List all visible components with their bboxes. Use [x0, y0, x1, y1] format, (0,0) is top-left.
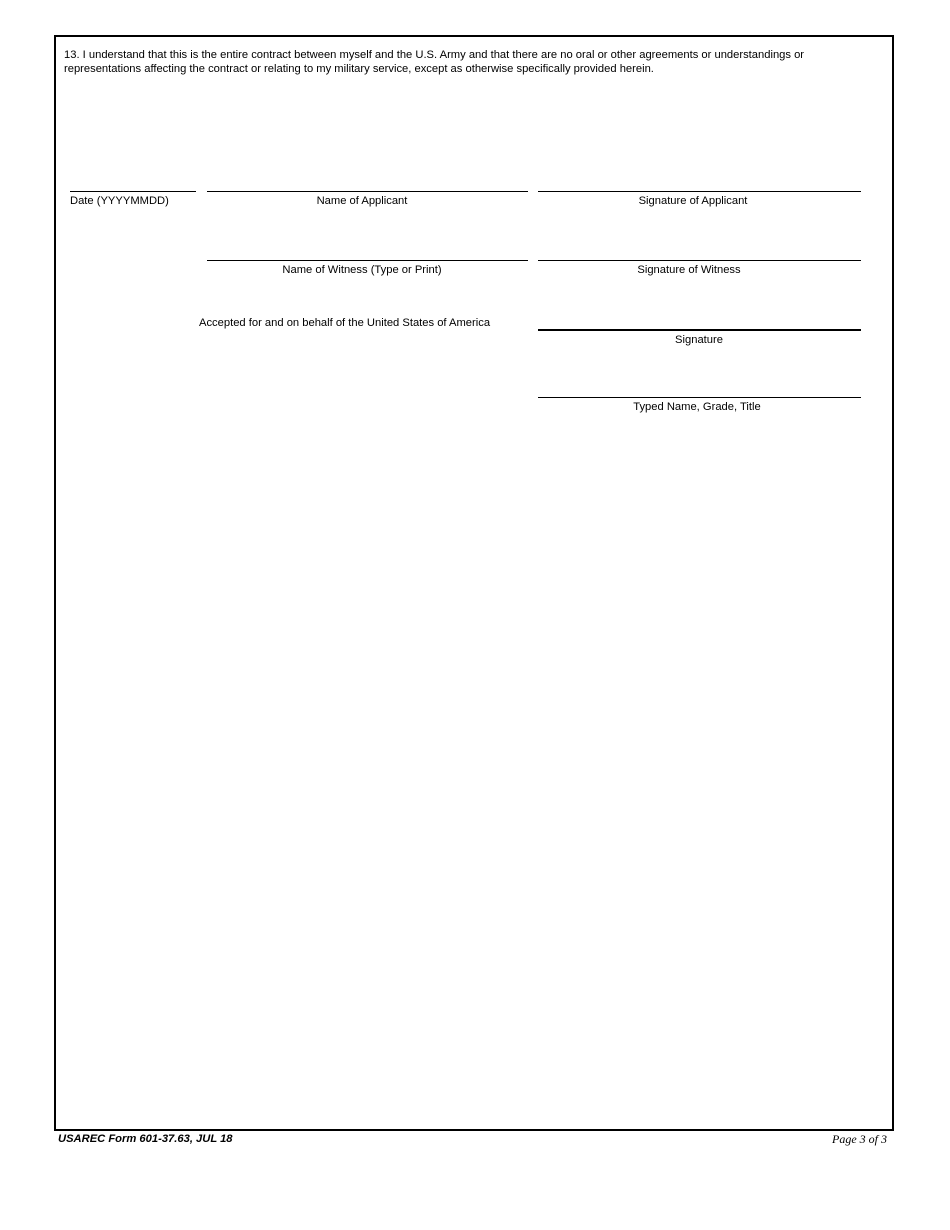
signature-of-witness-line[interactable]: [538, 260, 861, 261]
name-of-witness-label: Name of Witness (Type or Print): [282, 264, 442, 276]
typed-name-grade-title-label: Typed Name, Grade, Title: [633, 401, 761, 413]
name-of-witness-line[interactable]: [207, 260, 528, 261]
signature-of-applicant-line[interactable]: [538, 191, 861, 192]
date-line[interactable]: [70, 191, 196, 192]
date-label: Date (YYYYMMDD): [70, 195, 169, 207]
form-identifier: USAREC Form 601-37.63, JUL 18: [58, 1133, 233, 1145]
signature-of-applicant-label: Signature of Applicant: [638, 195, 748, 207]
contract-clause-13: 13. I understand that this is the entire contract between myself and the U.S. Army and that there are no oral or other agreements or understandings or representations affecting the contract or relating to my military service, except as otherwise specifically provided herein.: [64, 49, 805, 75]
acceptance-statement: Accepted for and on behalf of the United States of America: [199, 317, 491, 329]
name-of-applicant-line[interactable]: [207, 191, 528, 192]
typed-name-grade-title-line[interactable]: [538, 397, 861, 398]
signature-of-witness-label: Signature of Witness: [637, 264, 741, 276]
name-of-applicant-label: Name of Applicant: [316, 195, 408, 207]
government-signature-label: Signature: [675, 334, 723, 346]
page-number: Page 3 of 3: [832, 1132, 887, 1146]
government-signature-line[interactable]: [538, 329, 861, 331]
